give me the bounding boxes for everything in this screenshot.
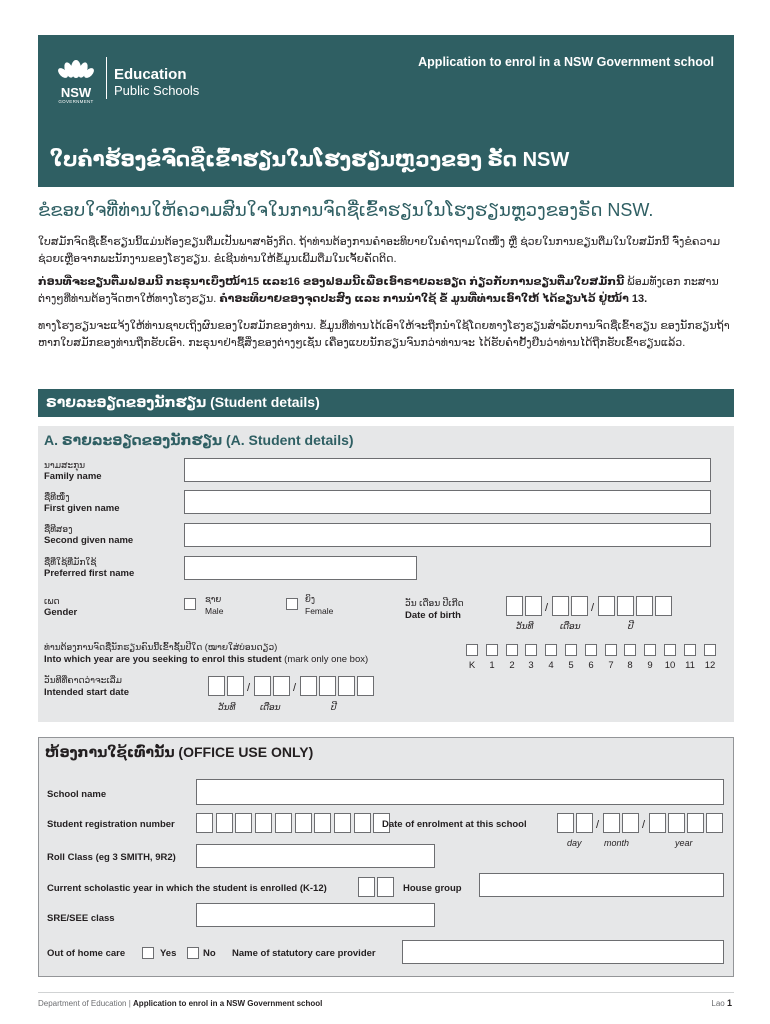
family-name-field[interactable]: [184, 458, 711, 482]
dob-slash-2: /: [591, 602, 595, 614]
waratah-icon: [56, 55, 96, 81]
roll-class-label: Roll Class (eg 3 SMITH, 9R2): [47, 852, 176, 863]
intro-paragraph-3: ທາງໂຮງຮຽນຈະແຈ້ງໃຫ້ທ່ານຊາບເຖິງຜົນຂອງໃບສມັກຂອງທ່ານ. ຂໍ້ມູນທີ່ທ່ານໄດ້ເອົາໃຫ້ຈະຖືກນຳໃຊ້ໂດຍທາງໂຮງຮຽນສຳລັບການຈົດຊື່ເຂົ້າຮຽນ ຂອງນັກຮຽນຖ້າຫາກໃບສມັກຂອງທ່ານຖືກຮັບເອົາ. ກະຣຸນາຢ່າຊື້ສິ່ງຂອງຕ່າງໆເຊັ່ນ ເຄື່ອງແບບນັກຮຽນຈົນກວ່າທ່ານຈະ ໄດ້ຮັບຄຳຢັ້ງຢືນວ່າທ່ານໄດ້ຖືກຮັບເຂົ້າຮຽນແລ້ວ.: [38, 320, 730, 349]
preferred-name-label: Preferred first name: [44, 568, 135, 579]
school-name-field[interactable]: [196, 779, 724, 805]
office-title-lao: ຫ້ອງການໃຊ້ເທົ່ານັ້ນ: [45, 744, 175, 760]
enrol-year-caption: year: [675, 838, 693, 848]
dob-day-digit-1[interactable]: [506, 596, 523, 616]
year-3-label: 3: [528, 660, 534, 671]
female-label: Female: [305, 606, 334, 616]
out-of-home-yes-checkbox[interactable]: [142, 947, 154, 959]
start-slash-2: /: [293, 682, 297, 694]
logo-nsw-text: NSW: [60, 85, 92, 100]
year-10-checkbox[interactable]: [664, 644, 676, 656]
year-4-label: 4: [548, 660, 554, 671]
year-10-label: 10: [664, 660, 676, 671]
year-1-label: 1: [489, 660, 495, 671]
document-title: Application to enrol in a NSW Government school: [418, 55, 714, 69]
dob-label: Date of birth: [405, 610, 461, 621]
year-7-checkbox[interactable]: [605, 644, 617, 656]
intro-heading: ຂໍຂອບໃຈທີ່ທ່ານໃຫ້ຄວາມສົນໃຈໃນການຈົດຊື່ເຂົ້າຮຽນໃນໂຮງຮຽນຫຼວງຂອງຣັດ NSW.: [38, 200, 654, 220]
dob-day-digit-2[interactable]: [525, 596, 542, 616]
enrol-slash-1: /: [596, 819, 600, 831]
start-date-label-lao: ວັນທີທີ່ຄາດວ່າຈະເລີ່ມ: [44, 675, 122, 685]
preferred-name-label-lao: ຊື່ທີ່ໃຊ້ທີ່ມັກໃຊ້: [44, 557, 97, 567]
brand-text: [114, 67, 199, 98]
footer-lang: Lao: [711, 999, 727, 1008]
year-9-label: 9: [647, 660, 653, 671]
enrol-year-digit-2[interactable]: [668, 813, 685, 833]
start-year-digit-3[interactable]: [338, 676, 355, 696]
office-title-en: (OFFICE USE ONLY): [174, 744, 314, 760]
year-5-checkbox[interactable]: [565, 644, 577, 656]
enrol-month-digit-1[interactable]: [603, 813, 620, 833]
student-reg-digit-6[interactable]: [295, 813, 312, 833]
start-month-digit-1[interactable]: [254, 676, 271, 696]
school-name-label: School name: [47, 789, 107, 800]
date-enrol-label: Date of enrolment at this school: [382, 819, 527, 830]
start-day-digit-1[interactable]: [208, 676, 225, 696]
start-date-label: Intended start date: [44, 687, 129, 698]
nsw-government-logo: [56, 55, 96, 111]
student-reg-digit-7[interactable]: [314, 813, 331, 833]
dob-day-caption: ວັນທີ: [516, 621, 534, 631]
gender-label-lao: ເພດ: [44, 596, 60, 606]
second-given-label-lao: ຊື່ທີສອງ: [44, 524, 73, 534]
year-12-label: 12: [704, 660, 716, 671]
year-9-checkbox[interactable]: [644, 644, 656, 656]
year-11-checkbox[interactable]: [684, 644, 696, 656]
student-details-title: ຣາຍລະອຽດຂອງນັກຮຽນ (Student details): [46, 394, 320, 410]
year-question-lao: ທ່ານຕ້ອງການຈົດຊື່ນັກຮຽນຄົນນີ້ເຂົ້າຊັ້ນປີໃດ (ໝາຍໃສ່ບ່ອນດຽວ): [44, 642, 278, 652]
gender-label: Gender: [44, 607, 78, 618]
student-details-bar: [38, 389, 734, 417]
scholastic-year-label: Current scholastic year in which the student is enrolled (K-12): [47, 883, 327, 894]
start-year-digit-2[interactable]: [319, 676, 336, 696]
enrol-month-digit-2[interactable]: [622, 813, 639, 833]
first-given-label: First given name: [44, 503, 120, 514]
preferred-name-field[interactable]: [184, 556, 417, 580]
intro-p2-bold: ກ່ອນທີ່ຈະຂຽນຕື່ມຟອມນີ້ ກະຣຸນາເບິ່ງໜ້າ15 ແລະ16 ຂອງຟອມນີ້ເພື່ອເອົາຣາຍລະອຽດ ກ່ຽວກັບການຂຽນຕື່ມໃບສມັກນີ້: [38, 276, 625, 288]
student-reg-digit-3[interactable]: [235, 813, 252, 833]
second-given-name-field[interactable]: [184, 523, 711, 547]
year-12-checkbox[interactable]: [704, 644, 716, 656]
start-month-digit-2[interactable]: [273, 676, 290, 696]
year-11-label: 11: [685, 660, 695, 671]
care-provider-field[interactable]: [402, 940, 724, 964]
year-5-label: 5: [568, 660, 574, 671]
intro-paragraph-1: ໃບສມັກຈົດຊື່ເຂົ້າຮຽນນີ້ແມ່ນຕ້ອງຂຽນຕື່ມເປັນພາສາອັງກິດ. ຖ້າທ່ານຕ້ອງການຄຳອະທິບາຍໃນຄຳຖາມໃດໜຶ່ງ ຫຼື ຊ່ວຍໃນການຂຽນຕື່ມໃນໃບສມັກນີ້ ຈົ່ງຂໍຄວາມຊ່ວຍເຫຼືອຈາກພະນັກງານຂອງໂຮງຮຽນ. ຂໍເຊີນທ່ານໃຫ້ຂໍ້ມູນເພີ້ມຕື່ມໃນເຈັ້ຍຄັດຕິດ.: [38, 236, 721, 265]
intro-paragraph-2: [38, 274, 734, 308]
footer-right: [711, 998, 732, 1008]
first-given-label-lao: ຊື່ທີໜຶ່ງ: [44, 492, 70, 502]
enrol-year-digit-4[interactable]: [706, 813, 723, 833]
dob-year-digit-4[interactable]: [655, 596, 672, 616]
student-reg-digit-8[interactable]: [334, 813, 351, 833]
student-reg-digit-4[interactable]: [255, 813, 272, 833]
year-6-label: 6: [588, 660, 594, 671]
dob-year-digit-3[interactable]: [636, 596, 653, 616]
year-2-label: 2: [509, 660, 515, 671]
header-banner: [38, 35, 734, 187]
student-reg-digit-2[interactable]: [216, 813, 233, 833]
start-day-caption: ວັນທີ: [218, 702, 236, 712]
logo-divider: [106, 57, 107, 99]
footer-title: Application to enrol in a NSW Government school: [133, 999, 323, 1008]
family-name-label: Family name: [44, 471, 102, 482]
footer-sep: |: [126, 999, 134, 1008]
gender-male-checkbox[interactable]: [184, 598, 196, 610]
year-k-checkbox[interactable]: [466, 644, 478, 656]
house-group-field[interactable]: [479, 873, 724, 897]
year-k-label: K: [468, 660, 476, 671]
start-month-caption: ເດືອນ: [260, 702, 281, 712]
student-reg-digit-5[interactable]: [275, 813, 292, 833]
student-reg-label: Student registration number: [47, 819, 175, 830]
page-number: 1: [726, 998, 732, 1008]
start-year-digit-4[interactable]: [357, 676, 374, 696]
dob-slash-1: /: [545, 602, 549, 614]
lao-form-title: ໃບຄຳຮ້ອງຂໍຈົດຊື່ເຂົ້າຮຽນໃນໂຮງຮຽນຫຼວງຂອງ ຣັດ NSW: [50, 149, 570, 171]
enrol-day-digit-1[interactable]: [557, 813, 574, 833]
dob-label-lao: ວັນ ເດືອນ ປີເກີດ: [405, 598, 464, 608]
year-question-text: Into which year are you seeking to enrol this student: [44, 654, 282, 665]
office-use-panel: [38, 737, 734, 977]
second-given-label: Second given name: [44, 535, 134, 546]
brand-public-schools: Public Schools: [114, 83, 200, 98]
enrol-month-caption: month: [604, 838, 630, 848]
family-name-label-lao: ນາມສະກຸນ: [44, 460, 86, 470]
sre-class-field[interactable]: [196, 903, 435, 927]
year-question-note: (mark only one box): [281, 654, 369, 665]
start-day-digit-2[interactable]: [227, 676, 244, 696]
year-2-checkbox[interactable]: [506, 644, 518, 656]
start-slash-1: /: [247, 682, 251, 694]
gender-female-checkbox[interactable]: [286, 598, 298, 610]
care-provider-label: Name of statutory care provider: [232, 948, 376, 959]
enrol-year-digit-1[interactable]: [649, 813, 666, 833]
footer-dept: Department of Education: [38, 999, 127, 1008]
scholastic-year-digit-2[interactable]: [377, 877, 394, 897]
dob-year-caption: ປີ: [628, 621, 634, 631]
roll-class-field[interactable]: [196, 844, 435, 868]
yes-label: Yes: [160, 948, 177, 959]
intro-p2-rest: ພ້ອມທັງເອກ ກະສານຕ່າງໆທີ່ທ່ານຕ້ອງຈັດຫາໃຫ້ທາງໂຮງຮຽນ.: [38, 276, 719, 305]
start-year-caption: ປີ: [331, 702, 337, 712]
logo-government-text: GOVERNMENT: [58, 99, 94, 104]
year-1-checkbox[interactable]: [486, 644, 498, 656]
panel-a-title: A. ຣາຍລະອຽດຂອງນັກຮຽນ (A. Student details): [44, 432, 354, 448]
office-use-title: [45, 744, 313, 761]
year-6-checkbox[interactable]: [585, 644, 597, 656]
dob-year-digit-1[interactable]: [598, 596, 615, 616]
year-question: [44, 654, 368, 665]
male-label-lao: ຊາຍ: [205, 594, 222, 604]
enrol-day-digit-2[interactable]: [576, 813, 593, 833]
dob-month-digit-2[interactable]: [571, 596, 588, 616]
year-8-checkbox[interactable]: [624, 644, 636, 656]
footer-left: [38, 999, 322, 1008]
first-given-name-field[interactable]: [184, 490, 711, 514]
student-details-panel: [38, 426, 734, 722]
scholastic-year-digit-1[interactable]: [358, 877, 375, 897]
year-4-checkbox[interactable]: [545, 644, 557, 656]
brand-education: Education: [114, 66, 187, 83]
intro-p2-bold2: ຄຳອະທິບາຍຂອງຈຸດປະສົງ ແລະ ການນຳໃຊ້ ຂໍ້ ມູນທີ່ທ່ານເອົາໃຫ້ ໄດ້ຂຽນໄວ້ ຢູ່ໜ້າ 13.: [219, 293, 648, 305]
student-reg-digit-9[interactable]: [354, 813, 371, 833]
dob-month-digit-1[interactable]: [552, 596, 569, 616]
out-of-home-label: Out of home care: [47, 948, 126, 959]
male-label: Male: [205, 606, 224, 616]
dob-month-caption: ເດືອນ: [560, 621, 581, 631]
out-of-home-no-checkbox[interactable]: [187, 947, 199, 959]
house-group-label: House group: [403, 883, 462, 894]
enrol-year-digit-3[interactable]: [687, 813, 704, 833]
enrol-slash-2: /: [642, 819, 646, 831]
female-label-lao: ຍິງ: [305, 594, 315, 604]
year-7-label: 7: [608, 660, 614, 671]
student-reg-digit-1[interactable]: [196, 813, 213, 833]
enrol-day-caption: day: [567, 838, 582, 848]
footer-divider: [38, 992, 734, 993]
dob-year-digit-2[interactable]: [617, 596, 634, 616]
start-year-digit-1[interactable]: [300, 676, 317, 696]
no-label: No: [203, 948, 216, 959]
sre-class-label: SRE/SEE class: [47, 913, 115, 924]
year-8-label: 8: [627, 660, 633, 671]
year-3-checkbox[interactable]: [525, 644, 537, 656]
